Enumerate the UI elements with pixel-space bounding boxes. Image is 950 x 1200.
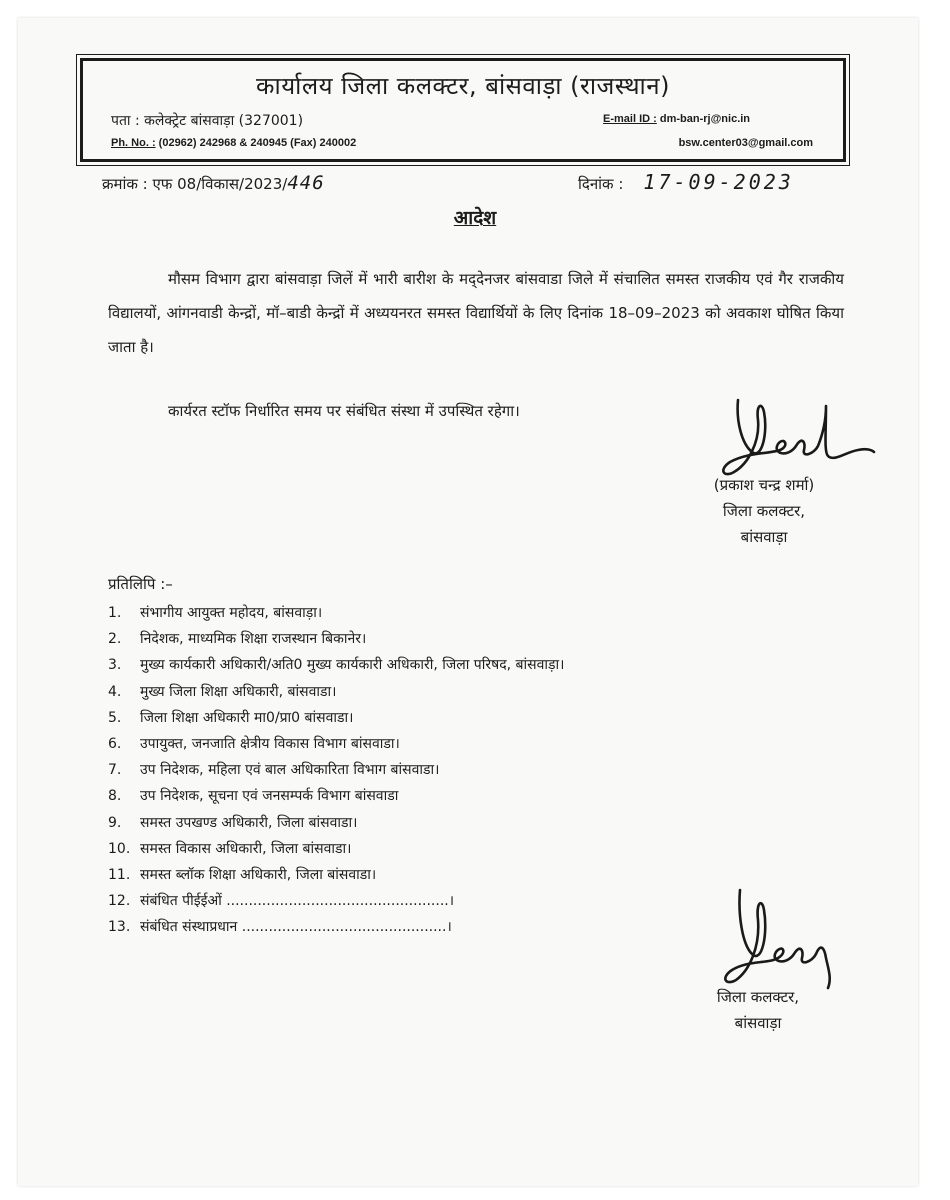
list-item-number: 10.	[108, 840, 131, 857]
list-item-text: संबंधित पीईईओं ..................................................।	[140, 893, 455, 910]
list-item-text: मुख्य जिला शिक्षा अधिकारी, बांसवाडा।	[140, 683, 337, 700]
list-item-text: समस्त ब्लॉक शिक्षा अधिकारी, जिला बांसवाडा।	[140, 866, 377, 883]
list-item-number: 1.	[108, 605, 122, 621]
list-item	[108, 757, 564, 783]
signature-mark	[708, 392, 876, 484]
list-item	[108, 705, 564, 731]
reference-handwritten-number: 446	[287, 172, 325, 194]
list-item	[108, 862, 564, 888]
office-address: पता : कलेक्ट्रेट बांसवाड़ा (327001)	[111, 113, 304, 129]
list-item	[108, 679, 564, 705]
list-item-text: मुख्य कार्यकारी अधिकारी/अति0 मुख्य कार्यकारी अधिकारी, जिला परिषद, बांसवाड़ा।	[140, 657, 565, 674]
list-item	[108, 914, 564, 940]
list-item-text: उप निदेशक, सूचना एवं जनसम्पर्क विभाग बांसवाडा	[140, 788, 399, 805]
office-title: कार्यालय जिला कलक्टर, बांसवाड़ा (राजस्थान)	[256, 72, 670, 100]
list-item-text: उपायुक्त, जनजाति क्षेत्रीय विकास विभाग बांसवाडा।	[140, 735, 400, 752]
list-item-number: 7.	[108, 762, 122, 779]
email-label: E-mail ID :	[603, 113, 657, 125]
list-item-text: जिला शिक्षा अधिकारी मा0/प्रा0 बांसवाडा।	[140, 709, 354, 726]
list-item	[108, 783, 564, 809]
signature-mark-2	[712, 884, 842, 992]
list-item	[108, 731, 564, 757]
order-paragraph-1: मौसम विभाग द्वारा बांसवाड़ा जिलें में भारी बारीश के मद्‌देनजर बांसवाडा जिले में संचालित समस्त राजकीय एवं गैर राजकीय विद्यालयों, आंगनवाडी केन्द्रों, मॉ–बाडी केन्द्रों में अध्ययनरत समस्त विद्यार्थियों के लिए दिनांक 18–09–2023 को अवकाश घोषित किया जाता है।	[108, 270, 844, 356]
signatory-block	[690, 472, 838, 550]
office-phone	[111, 137, 356, 149]
list-item-text: संभागीय आयुक्त महोदय, बांसवाड़ा।	[140, 605, 323, 621]
order-date	[578, 170, 794, 194]
copy-to-heading: प्रतिलिपि :–	[108, 575, 173, 593]
list-item	[108, 652, 564, 678]
signatory-name: (प्रकाश चन्द्र शर्मा)	[713, 476, 815, 494]
list-item-text: संबंधित संस्थाप्रधान ..............................................।	[140, 919, 452, 936]
list-item-text: समस्त उपखण्ड अधिकारी, जिला बांसवाडा।	[140, 814, 358, 831]
letterhead	[80, 58, 846, 162]
list-item-number: 9.	[108, 814, 122, 831]
list-item-number: 2.	[108, 631, 122, 648]
list-item	[108, 600, 564, 626]
signatory-block-2	[698, 984, 818, 1036]
list-item-text: समस्त विकास अधिकारी, जिला बांसवाडा।	[140, 840, 352, 857]
list-item	[108, 836, 564, 862]
list-item-number: 8.	[108, 788, 122, 805]
list-item-number: 5.	[108, 709, 122, 726]
list-item	[108, 888, 564, 914]
list-item-number: 6.	[108, 735, 122, 752]
order-heading	[0, 204, 950, 230]
signatory-2-place: बांसवाड़ा	[734, 1014, 782, 1032]
copy-to-list	[108, 600, 564, 940]
list-item-number: 4.	[108, 683, 122, 700]
order-heading-text: आदेश	[453, 207, 497, 229]
date-label: दिनांक :	[578, 175, 624, 193]
office-email-secondary: bsw.center03@gmail.com	[678, 137, 813, 149]
list-item	[108, 810, 564, 836]
list-item-number: 11.	[108, 866, 131, 883]
signatory-2-designation: जिला कलक्टर,	[716, 988, 800, 1006]
date-handwritten-value: 17-09-2023	[643, 170, 794, 194]
list-item-number: 13.	[108, 919, 131, 936]
list-item-text: निदेशक, माध्यमिक शिक्षा राजस्थान बिकानेर।	[140, 631, 367, 648]
list-item	[108, 626, 564, 652]
reference-number	[102, 172, 325, 194]
list-item-number: 12.	[108, 893, 131, 910]
signatory-designation: जिला कलक्टर,	[722, 502, 806, 520]
phone-label: Ph. No. :	[111, 137, 156, 149]
signatory-place: बांसवाड़ा	[740, 528, 788, 546]
reference-label: क्रमांक : एफ 08/विकास/2023/	[102, 175, 288, 193]
list-item-text: उप निदेशक, महिला एवं बाल अधिकारिता विभाग बांसवाडा।	[140, 762, 440, 779]
list-item-number: 3.	[108, 657, 122, 674]
email-value: dm-ban-rj@nic.in	[656, 113, 751, 125]
office-email	[603, 113, 813, 125]
order-paragraph-2: कार्यरत स्टॉफ निर्धारित समय पर संबंधित संस्था में उपस्थित रहेगा।	[168, 402, 520, 420]
phone-value: (02962) 242968 & 240945 (Fax) 240002	[155, 137, 357, 149]
